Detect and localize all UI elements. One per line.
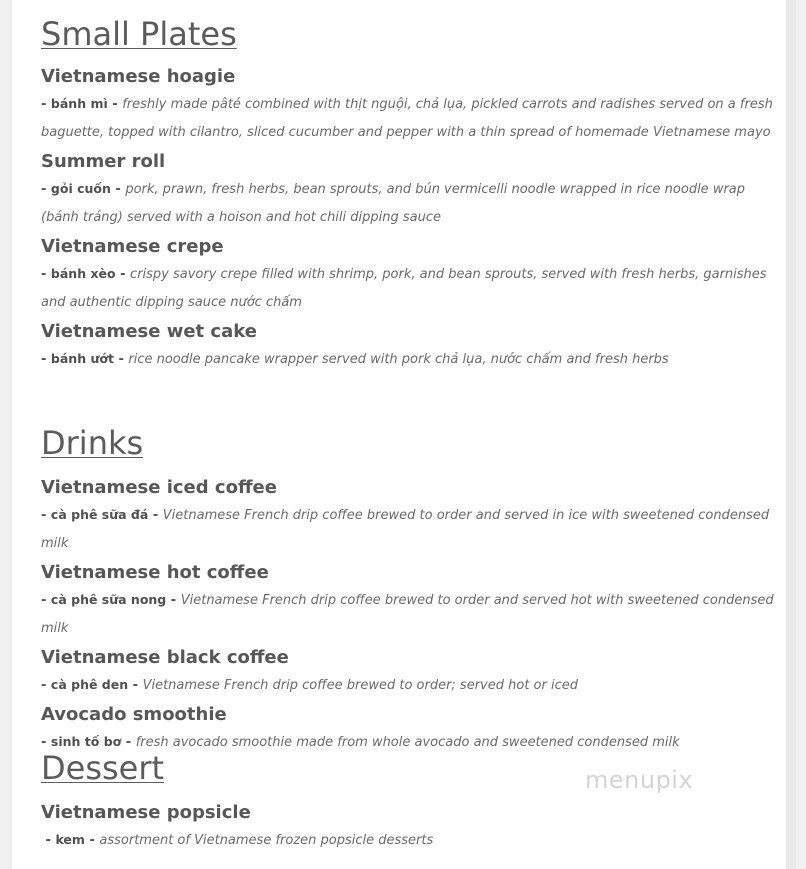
item-description-text: Vietnamese French drip coffee brewed to order; served hot or iced bbox=[142, 678, 578, 693]
section-title: Drinks bbox=[41, 424, 144, 462]
item-native-name: sinh tố bơ bbox=[50, 734, 122, 749]
menu-item bbox=[41, 475, 781, 558]
item-description-text: crispy savory crepe filled with shrimp, pork, and bean sprouts, served with fresh herbs, garnishes and authentic dipping sauce nước chấm bbox=[41, 267, 767, 310]
item-description: - cà phê sữa đá - Vietnamese French drip coffee brewed to order and served in ice with sweetened condensed milk bbox=[41, 507, 770, 551]
item-native-name: bánh xèo bbox=[50, 266, 116, 281]
item-native-name: cà phê sữa nong bbox=[50, 592, 167, 607]
menu-item bbox=[41, 64, 781, 147]
menu-item bbox=[41, 800, 781, 855]
menu-item bbox=[41, 319, 781, 374]
item-name: Summer roll bbox=[41, 151, 166, 172]
item-description-text: pork, prawn, fresh herbs, bean sprouts, and bún vermicelli noodle wrapped in rice noodle wrap (bánh tráng) served with a hoison and hot chili dipping sauce bbox=[41, 182, 746, 225]
item-description: - cà phê den - Vietnamese French drip coffee brewed to order; served hot or iced bbox=[41, 677, 578, 693]
menu-page bbox=[12, 0, 796, 869]
menu-item bbox=[41, 560, 781, 643]
item-native-name: cà phê den bbox=[50, 677, 129, 692]
item-description: - bánh mì - freshly made pâté combined with thịt nguội, chả lụa, pickled carrots and radishes served on a fresh baguette, topped with cilantro, sliced cucumber and pepper with a thin spread of homemade Vietnamese mayo bbox=[41, 96, 773, 140]
menu-item bbox=[41, 234, 781, 317]
item-name: Vietnamese crepe bbox=[41, 236, 224, 257]
menu-item bbox=[41, 149, 781, 232]
item-description: - gỏi cuốn - pork, prawn, fresh herbs, bean sprouts, and bún vermicelli noodle wrapped in rice noodle wrap (bánh tráng) served with a hoison and hot chili dipping sauce bbox=[41, 181, 746, 225]
item-name: Vietnamese popsicle bbox=[41, 802, 251, 823]
page-edge-shade bbox=[786, 0, 796, 869]
item-description-text: freshly made pâté combined with thịt nguội, chả lụa, pickled carrots and radishes served on a fresh baguette, topped with cilantro, sliced cucumber and pepper with a thin spread of homemade Vietnamese mayo bbox=[41, 97, 773, 140]
item-native-name: bánh ướt bbox=[50, 351, 114, 366]
section-drinks bbox=[41, 423, 781, 759]
item-native-name: kem bbox=[55, 832, 85, 847]
menu-item bbox=[41, 645, 781, 700]
section-dessert bbox=[41, 748, 781, 857]
item-native-name: gỏi cuốn bbox=[50, 181, 111, 196]
section-small-plates bbox=[41, 14, 781, 376]
item-description-text: Vietnamese French drip coffee brewed to order and served in ice with sweetened condensed milk bbox=[41, 508, 770, 551]
item-description: - sinh tố bơ - fresh avocado smoothie made from whole avocado and sweetened condensed milk bbox=[41, 734, 680, 750]
item-native-name: cà phê sữa đá bbox=[50, 507, 149, 522]
item-name: Vietnamese iced coffee bbox=[41, 477, 277, 498]
item-name: Vietnamese wet cake bbox=[41, 321, 257, 342]
item-name: Vietnamese hoagie bbox=[41, 66, 236, 87]
item-description-text: fresh avocado smoothie made from whole avocado and sweetened condensed milk bbox=[135, 735, 680, 750]
item-name: Vietnamese black coffee bbox=[41, 647, 289, 668]
item-description-text: Vietnamese French drip coffee brewed to order and served hot with sweetened condensed milk bbox=[41, 593, 774, 636]
item-description: - cà phê sữa nong - Vietnamese French drip coffee brewed to order and served hot with sweetened condensed milk bbox=[41, 592, 774, 636]
watermark-logo: menupix bbox=[585, 766, 694, 794]
section-title: Small Plates bbox=[41, 15, 237, 53]
item-description: - bánh xèo - crispy savory crepe filled with shrimp, pork, and bean sprouts, served with fresh herbs, garnishes and authentic dipping sauce nước chấm bbox=[41, 266, 767, 310]
item-native-name: bánh mì bbox=[50, 96, 108, 111]
item-description: - kem - assortment of Vietnamese frozen popsicle desserts bbox=[41, 832, 434, 848]
item-description-text: rice noodle pancake wrapper served with pork chả lụa, nước chấm and fresh herbs bbox=[128, 352, 669, 367]
item-name: Vietnamese hot coffee bbox=[41, 562, 269, 583]
item-name: Avocado smoothie bbox=[41, 704, 227, 725]
section-title: Dessert bbox=[41, 749, 165, 787]
item-description: - bánh ướt - rice noodle pancake wrapper served with pork chả lụa, nước chấm and fresh herbs bbox=[41, 351, 669, 367]
item-description-text: assortment of Vietnamese frozen popsicle desserts bbox=[99, 833, 434, 848]
